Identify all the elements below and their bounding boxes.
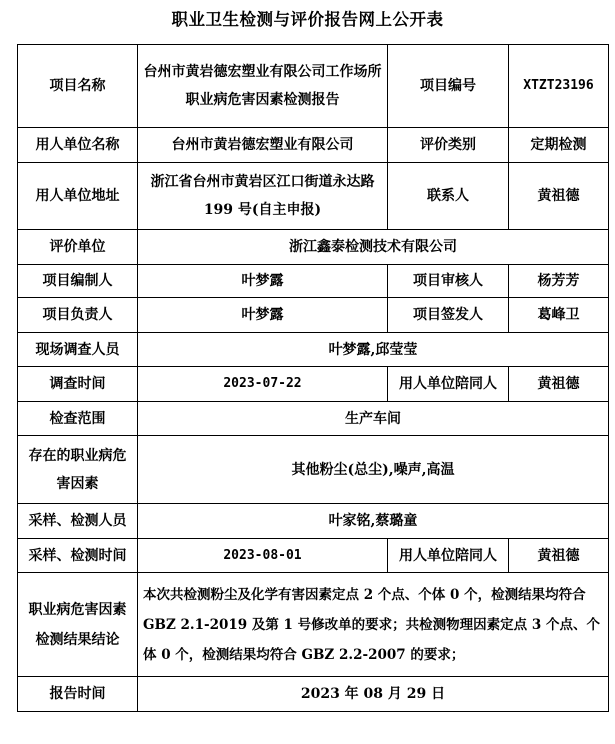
escort2-label: 用人单位陪同人: [388, 539, 509, 573]
escort-label: 用人单位陪同人: [388, 367, 509, 402]
issuer-label: 项目签发人: [388, 298, 509, 333]
table-row: [18, 163, 609, 230]
hazards-label: 存在的职业病危害因素: [18, 436, 138, 504]
disclosure-table: [17, 44, 609, 712]
contact-value: 黄祖德: [509, 163, 609, 230]
eval-type-label: 评价类别: [388, 128, 509, 163]
survey-staff-value: 叶梦露,邱莹莹: [138, 333, 609, 367]
result-value: 本次共检测粉尘及化学有害因素定点 2 个点、个体 0 个，检测结果均符合 GBZ 2.1-2019 及第 1 号修改单的要求；共检测物理因素定点 3 个点、个体 0 个，检测结果均符合 GBZ 2.2-2007 的要求；: [138, 573, 609, 677]
project-no-label: 项目编号: [388, 45, 509, 128]
escort2-value: 黄祖德: [509, 539, 609, 573]
issuer-value: 葛峰卫: [509, 298, 609, 333]
eval-unit-label: 评价单位: [18, 230, 138, 265]
result-label: 职业病危害因素检测结果结论: [18, 573, 138, 677]
report-time-value: 2023 年 08 月 29 日: [138, 677, 609, 712]
project-name-label: 项目名称: [18, 45, 138, 128]
compiler-value: 叶梦露: [138, 265, 388, 298]
reviewer-value: 杨芳芳: [509, 265, 609, 298]
eval-type-value: 定期检测: [509, 128, 609, 163]
employer-value: 台州市黄岩德宏塑业有限公司: [138, 128, 388, 163]
leader-label: 项目负责人: [18, 298, 138, 333]
leader-value: 叶梦露: [138, 298, 388, 333]
scope-label: 检查范围: [18, 402, 138, 436]
compiler-label: 项目编制人: [18, 265, 138, 298]
table-row: [18, 128, 609, 163]
table-row: [18, 677, 609, 712]
address-label: 用人单位地址: [18, 163, 138, 230]
table-row: [18, 436, 609, 504]
project-name-value: 台州市黄岩德宏塑业有限公司工作场所职业病危害因素检测报告: [138, 45, 388, 128]
table-row: [18, 265, 609, 298]
sampling-staff-label: 采样、检测人员: [18, 504, 138, 539]
table-row: [18, 298, 609, 333]
table-row: [18, 230, 609, 265]
project-no-value: XTZT23196: [509, 45, 609, 128]
survey-staff-label: 现场调查人员: [18, 333, 138, 367]
table-row: [18, 333, 609, 367]
hazards-value: 其他粉尘(总尘),噪声,高温: [138, 436, 609, 504]
table-row: [18, 402, 609, 436]
escort-value: 黄祖德: [509, 367, 609, 402]
contact-label: 联系人: [388, 163, 509, 230]
survey-time-label: 调查时间: [18, 367, 138, 402]
reviewer-label: 项目审核人: [388, 265, 509, 298]
table-row: [18, 367, 609, 402]
table-row: [18, 504, 609, 539]
eval-unit-value: 浙江鑫泰检测技术有限公司: [138, 230, 609, 265]
survey-time-value: 2023-07-22: [138, 367, 388, 402]
table-row: [18, 45, 609, 128]
sampling-time-value: 2023-08-01: [138, 539, 388, 573]
employer-label: 用人单位名称: [18, 128, 138, 163]
sampling-staff-value: 叶家铭,蔡璐童: [138, 504, 609, 539]
sampling-time-label: 采样、检测时间: [18, 539, 138, 573]
page-title: 职业卫生检测与评价报告网上公开表: [171, 10, 444, 29]
table-row: [18, 573, 609, 677]
report-time-label: 报告时间: [18, 677, 138, 712]
address-value: 浙江省台州市黄岩区江口街道永达路 199 号(自主申报): [138, 163, 388, 230]
scope-value: 生产车间: [138, 402, 609, 436]
table-row: [18, 539, 609, 573]
